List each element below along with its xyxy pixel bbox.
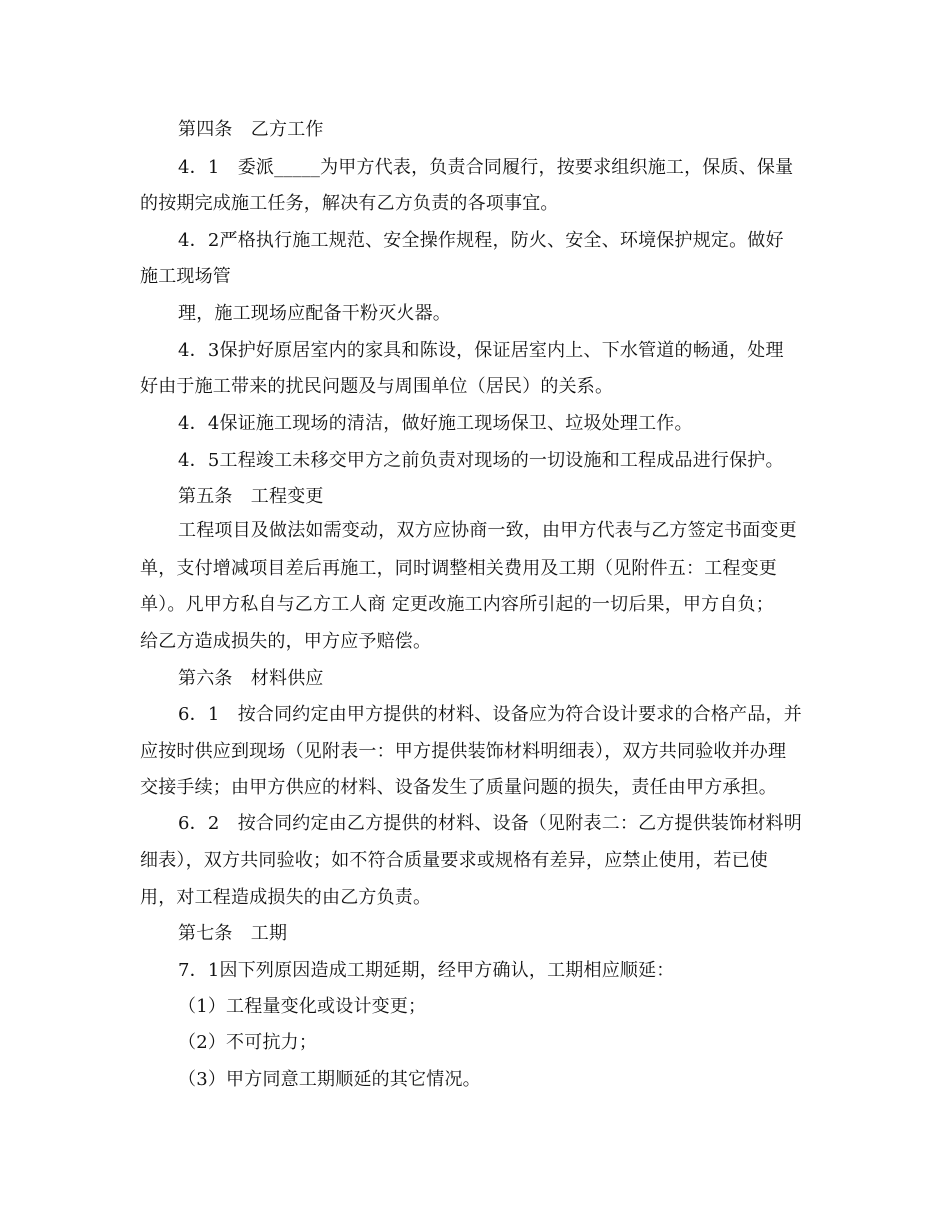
clause-4-3-cont: 好由于施工带来的扰民问题及与周围单位（居民）的关系。 bbox=[140, 376, 614, 397]
clause-4-2-cont: 施工现场管 bbox=[140, 266, 231, 287]
article-heading-6: 第六条 材料供应 bbox=[178, 668, 324, 689]
article-5-paragraph-cont-2: 单）。凡甲方私自与乙方工人商 定更改施工内容所引起的一切后果，甲方自负； bbox=[140, 594, 774, 615]
clause-6-1-cont-1: 应按时供应到现场（见附表一：甲方提供装饰材料明细表），双方共同验收并办理 bbox=[140, 741, 787, 762]
clause-6-1-cont-2: 交接手续；由甲方供应的材料、设备发生了质量问题的损失，责任由甲方承担。 bbox=[140, 777, 777, 798]
clause-6-2-cont-2: 用，对工程造成损失的由乙方负责。 bbox=[140, 887, 432, 908]
clause-4-4: 4．4保证施工现场的清洁，做好施工现场保卫、垃圾处理工作。 bbox=[178, 413, 693, 434]
article-5-paragraph: 工程项目及做法如需变动，双方应协商一致，由甲方代表与乙方签定书面变更 bbox=[178, 520, 797, 541]
clause-6-2-cont-1: 细表），双方共同验收；如不符合质量要求或规格有差异，应禁止使用，若已使 bbox=[140, 850, 768, 871]
clause-7-1-item-3: （3）甲方同意工期顺延的其它情况。 bbox=[178, 1069, 481, 1090]
clause-7-1: 7．1因下列原因造成工期延期，经甲方确认，工期相应顺延： bbox=[178, 960, 675, 981]
article-heading-4: 第四条 乙方工作 bbox=[178, 119, 324, 140]
clause-4-1-cont: 的按期完成施工任务，解决有乙方负责的各项事宜。 bbox=[140, 193, 559, 214]
article-heading-5: 第五条 工程变更 bbox=[178, 486, 324, 507]
article-heading-7: 第七条 工期 bbox=[178, 923, 288, 944]
clause-7-1-item-1: （1）工程量变化或设计变更； bbox=[178, 996, 427, 1017]
clause-6-2: 6．2 按合同约定由乙方提供的材料、设备（见附表二：乙方提供装饰材料明 bbox=[178, 813, 802, 834]
clause-4-2-cont-2: 理，施工现场应配备干粉灭火器。 bbox=[178, 303, 451, 324]
clause-4-2: 4．2严格执行施工规范、安全操作规程，防火、安全、环境保护规定。做好 bbox=[178, 230, 784, 251]
article-5-paragraph-cont-1: 单，支付增减项目差后再施工，同时调整相关费用及工期（见附件五：工程变更 bbox=[140, 558, 777, 579]
clause-4-3: 4．3保护好原居室内的家具和陈设，保证居室内上、下水管道的畅通，处理 bbox=[178, 340, 784, 361]
article-5-paragraph-cont-3: 给乙方造成损失的，甲方应予赔偿。 bbox=[140, 631, 432, 652]
clause-6-1: 6．1 按合同约定由甲方提供的材料、设备应为符合设计要求的合格产品，并 bbox=[178, 704, 802, 725]
clause-4-5: 4．5工程竣工未移交甲方之前负责对现场的一切设施和工程成品进行保护。 bbox=[178, 450, 784, 471]
clause-4-1: 4．1 委派_____为甲方代表，负责合同履行，按要求组织施工，保质、保量 bbox=[178, 157, 794, 178]
clause-7-1-item-2: （2）不可抗力； bbox=[178, 1032, 318, 1053]
